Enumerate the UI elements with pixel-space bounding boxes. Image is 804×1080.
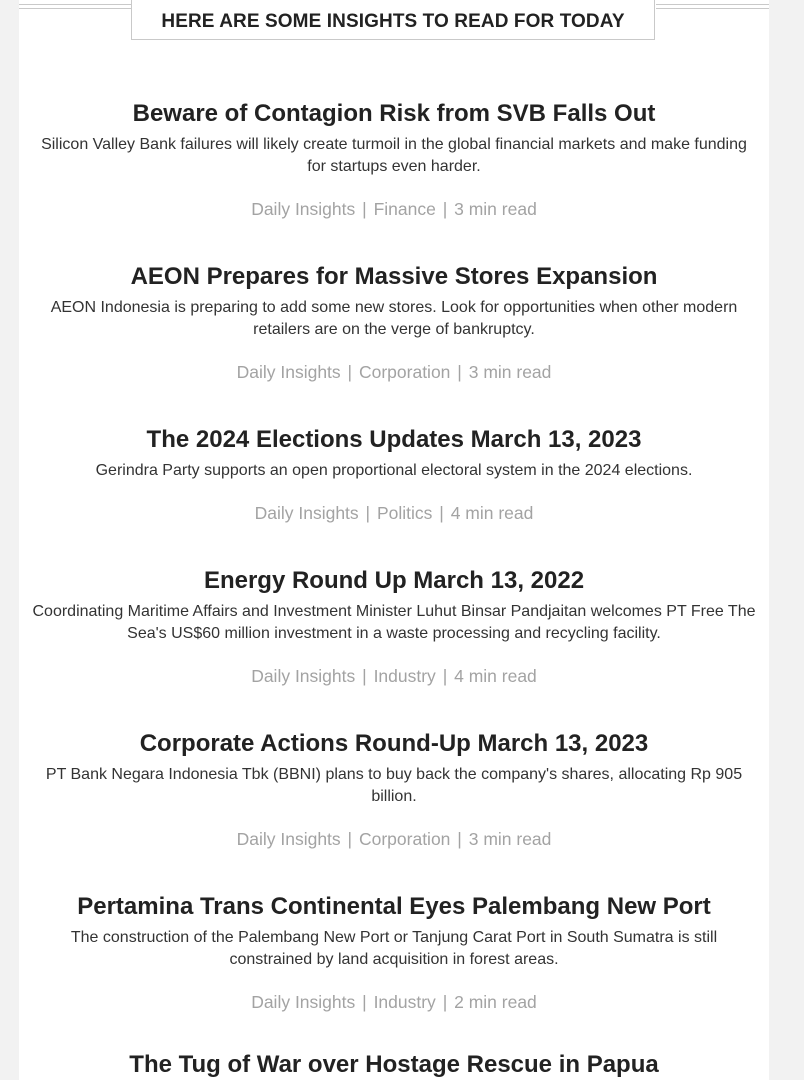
meta-separator: |	[442, 666, 448, 686]
article-item	[19, 889, 769, 1047]
meta-separator: |	[442, 199, 448, 219]
article-category: Industry	[373, 992, 436, 1012]
article-category: Industry	[373, 666, 436, 686]
article-meta	[27, 828, 761, 850]
article-category: Corporation	[358, 362, 451, 382]
meta-separator: |	[457, 362, 462, 382]
article-item	[19, 726, 769, 889]
article-item	[19, 422, 769, 563]
article-title-link[interactable]: Energy Round Up March 13, 2022	[203, 567, 585, 594]
article-title-link[interactable]: Pertamina Trans Continental Eyes Palembang New Port	[77, 893, 711, 920]
article-read-time: 3 min read	[468, 829, 552, 849]
article-summary: Silicon Valley Bank failures will likely create turmoil in the global financial markets and make funding for startups even harder.	[41, 136, 747, 175]
article-title-link[interactable]: The 2024 Elections Updates March 13, 2023	[146, 426, 642, 453]
meta-separator: |	[457, 829, 462, 849]
article-item	[19, 563, 769, 726]
meta-separator: |	[365, 503, 371, 523]
article-item	[19, 1047, 769, 1080]
article-source: Daily Insights	[251, 992, 356, 1012]
article-meta	[27, 991, 761, 1013]
meta-separator: |	[362, 666, 367, 686]
meta-separator: |	[347, 362, 353, 382]
meta-separator: |	[347, 829, 353, 849]
article-read-time: 4 min read	[450, 503, 534, 523]
article-meta	[27, 198, 761, 220]
article-title-link[interactable]: The Tug of War over Hostage Rescue in Papua	[129, 1051, 659, 1078]
article-source: Daily Insights	[251, 199, 356, 219]
article-summary: AEON Indonesia is preparing to add some new stores. Look for opportunities when other modern retailers are on the verge of bankruptcy.	[50, 299, 738, 338]
article-item	[19, 259, 769, 422]
article-summary: The construction of the Palembang New Port or Tanjung Carat Port in South Sumatra is still constrained by land acquisition in forest areas.	[70, 929, 718, 968]
article-category: Corporation	[358, 829, 451, 849]
article-read-time: 4 min read	[454, 666, 537, 686]
article-list	[19, 96, 769, 1080]
newsletter-page	[19, 0, 769, 1080]
article-meta	[27, 665, 761, 687]
article-meta	[27, 502, 761, 524]
article-title-link[interactable]: Corporate Actions Round-Up March 13, 2023	[139, 730, 649, 757]
article-title-link[interactable]: Beware of Contagion Risk from SVB Falls Out	[132, 100, 656, 127]
article-meta	[27, 361, 761, 383]
article-item	[19, 96, 769, 259]
header-rule-right	[656, 4, 769, 9]
article-category: Politics	[376, 503, 433, 523]
header-rule-left	[19, 4, 131, 9]
article-source: Daily Insights	[236, 362, 341, 382]
meta-separator: |	[442, 992, 448, 1012]
article-source: Daily Insights	[254, 503, 359, 523]
article-category: Finance	[373, 199, 436, 219]
meta-separator: |	[439, 503, 444, 523]
article-summary: Gerindra Party supports an open proportional electoral system in the 2024 elections.	[95, 462, 693, 479]
article-title-link[interactable]: AEON Prepares for Massive Stores Expansion	[130, 263, 658, 290]
article-summary: PT Bank Negara Indonesia Tbk (BBNI) plans to buy back the company's shares, allocating Rp 905 billion.	[45, 766, 743, 805]
meta-separator: |	[362, 992, 367, 1012]
article-source: Daily Insights	[236, 829, 341, 849]
article-read-time: 3 min read	[468, 362, 552, 382]
article-summary: Coordinating Maritime Affairs and Investment Minister Luhut Binsar Pandjaitan welcomes PT Free The Sea's US$60 million investment in a waste processing and recycling facility.	[32, 603, 756, 642]
article-read-time: 2 min read	[454, 992, 537, 1012]
article-read-time: 3 min read	[454, 199, 537, 219]
article-source: Daily Insights	[251, 666, 356, 686]
meta-separator: |	[362, 199, 367, 219]
newsletter-header	[19, 0, 769, 44]
header-title: HERE ARE SOME INSIGHTS TO READ FOR TODAY	[161, 11, 625, 32]
header-title-box	[131, 0, 655, 40]
